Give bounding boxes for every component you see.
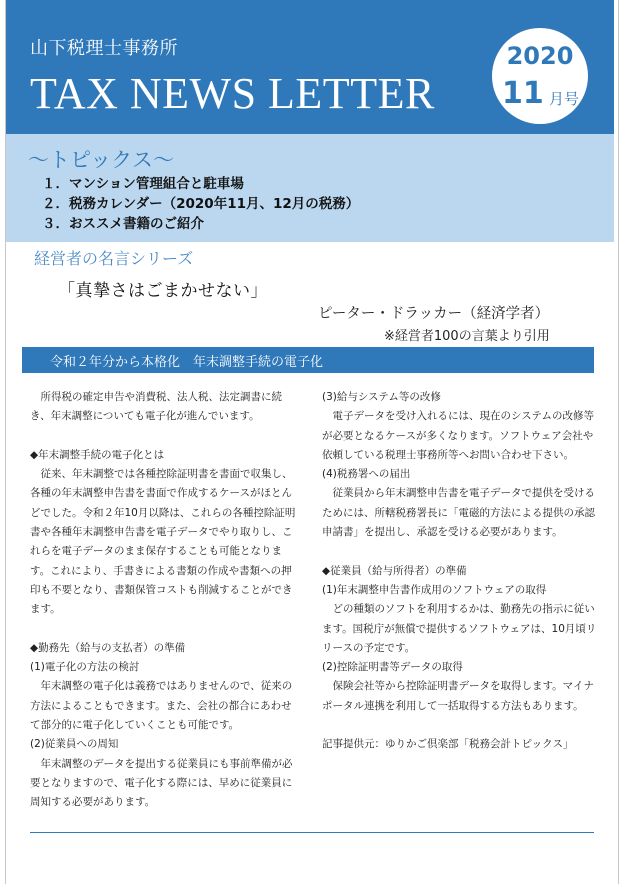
article-title: 令和２年分から本格化 年末調整手続の電子化 <box>50 355 324 370</box>
quote-text: 「真摯さはごまかせない」 <box>58 281 268 301</box>
article-subheading: ◆従業員（給与所得者）の準備 <box>322 564 467 577</box>
article-subheading: (2)控除証明書等データの取得 <box>322 661 463 674</box>
article-column-left <box>30 388 300 813</box>
article-subheading: (1)年末調整申告書作成用のソフトウェアの取得 <box>322 583 547 596</box>
topics-section <box>6 134 614 242</box>
topics-title: ～トピックス～ <box>28 148 174 172</box>
page-right-border <box>618 0 619 884</box>
article-paragraph: 記事提供元：ゆりかご倶楽部「税務会計トピックス」 <box>322 738 574 751</box>
issue-badge <box>492 28 588 124</box>
article-paragraph: 従来、年末調整では各種控除証明書を書面で収集し、各種の年末調整申告書を書面で作成するケースがほとんどでした。令和２年10月以降は、これらの各種控除証明書や各種年末調整申告書を電子データでやり取りし、これらを電子データのまま保存することも可能となります。これにより、手書きによる書類の作成や書類への押印も不要となり、書類保管コストも削減することができます。 <box>30 468 296 616</box>
article-subheading: (1)電子化の方法の検討 <box>30 661 140 674</box>
quote-author: ピーター・ドラッカー（経済学者） <box>318 306 550 322</box>
article-subheading: (3)給与システム等の改修 <box>322 391 441 403</box>
footer-divider <box>30 832 594 833</box>
newsletter-header <box>6 0 614 134</box>
article-paragraph: どの種類のソフトを利用するかは、勤務先の指示に従います。国税庁が無償で提供するソフトウェアは、10月頃リリースの予定です。 <box>322 603 597 654</box>
issue-month-suffix: 月号 <box>549 90 580 108</box>
article-title-banner <box>22 347 594 373</box>
issue-month-number: 11 <box>502 76 544 111</box>
office-name: 山下税理士事務所 <box>30 38 178 59</box>
paragraph-spacer <box>322 542 598 561</box>
topic-item: １．マンション管理組合と駐車場 <box>42 176 244 192</box>
quote-series-title: 経営者の名言シリーズ <box>34 249 194 268</box>
article-subheading: ◆年末調整手続の電子化とは <box>30 448 165 461</box>
article-column-right <box>322 388 598 755</box>
paragraph-spacer <box>322 716 598 735</box>
issue-year: 2020 <box>506 42 574 70</box>
paragraph-spacer <box>30 620 300 639</box>
article-subheading: (4)税務署への届出 <box>322 468 411 481</box>
masthead-title: TAX NEWS LETTER <box>30 69 435 118</box>
topic-item: ３．おススメ書籍のご紹介 <box>42 216 204 232</box>
article-paragraph: 電子データを受け入れるには、現在のシステムの改修等が必要となるケースが多くなります。ソフトウェア会社や依頼している税理士事務所等へお問い合わせ下さい。 <box>322 410 594 461</box>
article-subheading: ◆勤務先（給与の支払者）の準備 <box>30 641 186 654</box>
quote-source: ※経営者100の言葉より引用 <box>384 329 550 344</box>
article-paragraph: 保険会社等から控除証明書データを取得します。マイナポータル連携を利用して一括取得する方法もあります。 <box>322 680 594 712</box>
article-paragraph: 所得税の確定申告や消費税、法人税、法定調書に続き、年末調整についても電子化が進んでいます。 <box>30 391 282 423</box>
topics-list <box>42 174 359 234</box>
topic-item: ２．税務カレンダー（2020年11月、12月の税務） <box>42 196 360 212</box>
article-paragraph: 年末調整のデータを提出する従業員にも事前準備が必要となりますので、電子化する際には、早めに従業員に周知する必要があります。 <box>30 757 293 809</box>
article-paragraph: 従業員から年末調整申告書を電子データで提供を受けるためには、所轄税務署長に「電磁的方法による提供の承認申請書」を提出し、承認を受ける必要があります。 <box>322 487 595 539</box>
paragraph-spacer <box>30 427 300 446</box>
article-subheading: (2)従業員への周知 <box>30 738 119 751</box>
article-paragraph: 年末調整の電子化は義務ではありませんので、従来の方法によることもできます。また、会社の都合にあわせて部分的に電子化していくことも可能です。 <box>30 680 293 732</box>
